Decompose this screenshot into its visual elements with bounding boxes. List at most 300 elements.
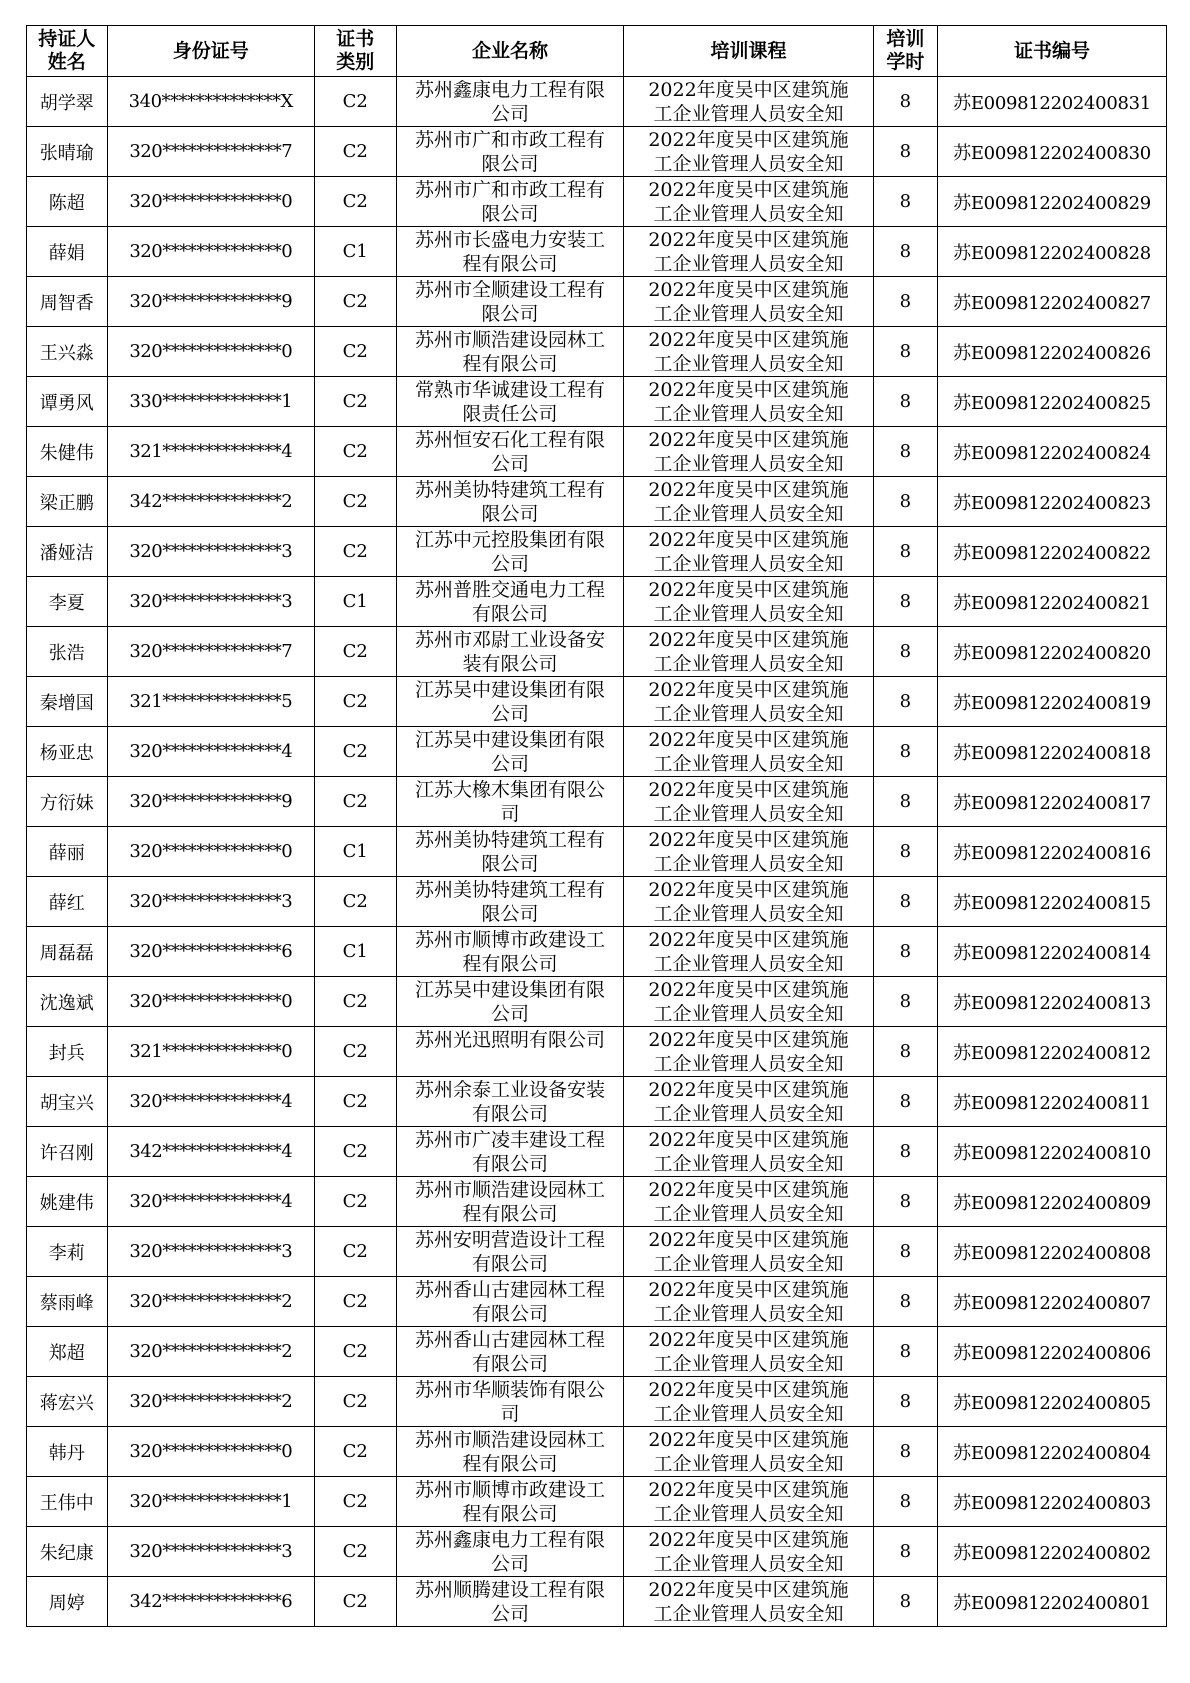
- cert-class-cell: C2: [314, 1377, 396, 1427]
- table-row: [27, 1477, 1167, 1527]
- cert-class-cell: C2: [314, 1427, 396, 1477]
- company-text: 苏州市华顺装饰有限公司: [414, 1378, 605, 1425]
- table-row: [27, 1377, 1167, 1427]
- id-number-cell: 330**************1: [107, 377, 314, 427]
- course-cell: [624, 377, 873, 427]
- holder-name-cell: 郑超: [27, 1327, 108, 1377]
- company-cell: [396, 1027, 624, 1077]
- cert-class-cell: C2: [314, 177, 396, 227]
- table-row: [27, 1427, 1167, 1477]
- cert-number-cell: 苏E009812202400808: [938, 1227, 1167, 1277]
- company-cell: [396, 1327, 624, 1377]
- hours-cell: 8: [873, 1477, 937, 1527]
- cert-number-cell: 苏E009812202400813: [938, 977, 1167, 1027]
- hours-cell: 8: [873, 877, 937, 927]
- course-text: 2022年度吴中区建筑施工企业管理人员安全知: [648, 1229, 849, 1275]
- course-cell: [624, 1427, 873, 1477]
- course-text: 2022年度吴中区建筑施工企业管理人员安全知: [648, 1479, 849, 1525]
- hours-cell: 8: [873, 377, 937, 427]
- id-number-cell: 320**************2: [107, 1377, 314, 1427]
- company-cell: [396, 1477, 624, 1527]
- company-text: 苏州余泰工业设备安装有限公司: [414, 1078, 605, 1125]
- id-number-cell: 320**************3: [107, 527, 314, 577]
- hours-cell: 8: [873, 427, 937, 477]
- course-cell: [624, 927, 873, 977]
- holder-name-cell: 姚建伟: [27, 1177, 108, 1227]
- holder-name-cell: 封兵: [27, 1027, 108, 1077]
- id-number-cell: 320**************3: [107, 1227, 314, 1277]
- id-number-cell: 320**************0: [107, 177, 314, 227]
- cert-class-cell: C1: [314, 827, 396, 877]
- course-cell: [624, 427, 873, 477]
- company-text: 苏州市全顺建设工程有限公司: [414, 278, 605, 325]
- course-text: 2022年度吴中区建筑施工企业管理人员安全知: [648, 1279, 849, 1325]
- table-row: [27, 977, 1167, 1027]
- course-cell: [624, 1327, 873, 1377]
- company-cell: [396, 1427, 624, 1477]
- course-cell: [624, 1177, 873, 1227]
- company-cell: [396, 727, 624, 777]
- company-cell: [396, 1227, 624, 1277]
- cert-number-cell: 苏E009812202400802: [938, 1527, 1167, 1577]
- id-number-cell: 320**************0: [107, 1427, 314, 1477]
- cert-class-cell: C2: [314, 427, 396, 477]
- course-text: 2022年度吴中区建筑施工企业管理人员安全知: [648, 79, 849, 125]
- id-number-cell: 320**************7: [107, 127, 314, 177]
- holder-name-cell: 王兴淼: [27, 327, 108, 377]
- cert-number-cell: 苏E009812202400810: [938, 1127, 1167, 1177]
- holder-name-cell: 周磊磊: [27, 927, 108, 977]
- cert-class-cell: C2: [314, 77, 396, 127]
- id-number-cell: 320**************2: [107, 1327, 314, 1377]
- company-cell: [396, 227, 624, 277]
- company-cell: [396, 927, 624, 977]
- company-text: 江苏吴中建设集团有限公司: [414, 728, 605, 775]
- cert-number-cell: 苏E009812202400805: [938, 1377, 1167, 1427]
- id-number-cell: 340**************X: [107, 77, 314, 127]
- company-cell: [396, 327, 624, 377]
- table-header-row: [27, 26, 1167, 77]
- company-text: 苏州香山古建园林工程有限公司: [414, 1278, 605, 1325]
- cert-number-cell: 苏E009812202400818: [938, 727, 1167, 777]
- cert-number-cell: 苏E009812202400819: [938, 677, 1167, 727]
- hours-cell: 8: [873, 1527, 937, 1577]
- id-number-cell: 320**************3: [107, 577, 314, 627]
- course-text: 2022年度吴中区建筑施工企业管理人员安全知: [648, 1579, 849, 1625]
- hours-cell: 8: [873, 527, 937, 577]
- cert-number-cell: 苏E009812202400803: [938, 1477, 1167, 1527]
- course-text: 2022年度吴中区建筑施工企业管理人员安全知: [648, 1329, 849, 1375]
- hours-cell: 8: [873, 77, 937, 127]
- table-row: [27, 627, 1167, 677]
- cert-class-cell: C2: [314, 1227, 396, 1277]
- cert-number-cell: 苏E009812202400814: [938, 927, 1167, 977]
- cert-number-cell: 苏E009812202400815: [938, 877, 1167, 927]
- cert-class-cell: C2: [314, 1477, 396, 1527]
- table-row: [27, 1577, 1167, 1627]
- table-row: [27, 1177, 1167, 1227]
- table-row: [27, 677, 1167, 727]
- course-cell: [624, 577, 873, 627]
- hours-cell: 8: [873, 277, 937, 327]
- cert-number-cell: 苏E009812202400816: [938, 827, 1167, 877]
- cert-class-cell: C1: [314, 577, 396, 627]
- table-row: [27, 377, 1167, 427]
- holder-name-cell: 周婷: [27, 1577, 108, 1627]
- holder-name-cell: 蒋宏兴: [27, 1377, 108, 1427]
- id-number-cell: 320**************0: [107, 827, 314, 877]
- holder-name-cell: 李夏: [27, 577, 108, 627]
- cert-number-cell: 苏E009812202400817: [938, 777, 1167, 827]
- holder-name-cell: 谭勇风: [27, 377, 108, 427]
- holder-name-cell: 张浩: [27, 627, 108, 677]
- company-cell: [396, 777, 624, 827]
- course-text: 2022年度吴中区建筑施工企业管理人员安全知: [648, 1379, 849, 1425]
- company-cell: [396, 177, 624, 227]
- company-cell: [396, 377, 624, 427]
- id-number-cell: 320**************9: [107, 777, 314, 827]
- holder-name-cell: 秦增国: [27, 677, 108, 727]
- table-row: [27, 1527, 1167, 1577]
- company-cell: [396, 427, 624, 477]
- hours-cell: 8: [873, 1027, 937, 1077]
- company-text: 苏州市顺博市政建设工程有限公司: [414, 1478, 605, 1525]
- course-text: 2022年度吴中区建筑施工企业管理人员安全知: [648, 1529, 849, 1575]
- holder-name-cell: 杨亚忠: [27, 727, 108, 777]
- hours-cell: 8: [873, 927, 937, 977]
- id-number-cell: 320**************2: [107, 1277, 314, 1327]
- company-cell: [396, 77, 624, 127]
- company-text: 苏州市广和市政工程有限公司: [414, 178, 605, 225]
- course-text: 2022年度吴中区建筑施工企业管理人员安全知: [648, 279, 849, 325]
- id-number-cell: 320**************9: [107, 277, 314, 327]
- cert-class-cell: C1: [314, 227, 396, 277]
- cert-class-cell: C2: [314, 1077, 396, 1127]
- hours-cell: 8: [873, 977, 937, 1027]
- holder-name-cell: 朱纪康: [27, 1527, 108, 1577]
- cert-number-cell: 苏E009812202400801: [938, 1577, 1167, 1627]
- table-row: [27, 1127, 1167, 1177]
- course-text: 2022年度吴中区建筑施工企业管理人员安全知: [648, 1129, 849, 1175]
- cert-number-cell: 苏E009812202400823: [938, 477, 1167, 527]
- cert-number-cell: 苏E009812202400822: [938, 527, 1167, 577]
- id-number-cell: 342**************4: [107, 1127, 314, 1177]
- table-row: [27, 877, 1167, 927]
- cert-number-cell: 苏E009812202400831: [938, 77, 1167, 127]
- course-text: 2022年度吴中区建筑施工企业管理人员安全知: [648, 779, 849, 825]
- cert-class-cell: C2: [314, 127, 396, 177]
- id-number-cell: 321**************5: [107, 677, 314, 727]
- course-text: 2022年度吴中区建筑施工企业管理人员安全知: [648, 329, 849, 375]
- course-text: 2022年度吴中区建筑施工企业管理人员安全知: [648, 529, 849, 575]
- hours-cell: 8: [873, 177, 937, 227]
- course-cell: [624, 77, 873, 127]
- company-text: 苏州市广和市政工程有限公司: [414, 128, 605, 175]
- cert-number-cell: 苏E009812202400820: [938, 627, 1167, 677]
- company-text: 苏州顺腾建设工程有限公司: [414, 1578, 605, 1625]
- course-cell: [624, 1277, 873, 1327]
- table-row: [27, 177, 1167, 227]
- cert-number-cell: 苏E009812202400806: [938, 1327, 1167, 1377]
- hours-cell: 8: [873, 1077, 937, 1127]
- holder-name-cell: 陈超: [27, 177, 108, 227]
- header-id-number: 身份证号: [107, 26, 314, 77]
- course-text: 2022年度吴中区建筑施工企业管理人员安全知: [648, 679, 849, 725]
- holder-name-cell: 许召刚: [27, 1127, 108, 1177]
- holder-name-cell: 韩丹: [27, 1427, 108, 1477]
- hours-cell: 8: [873, 777, 937, 827]
- table-row: [27, 927, 1167, 977]
- id-number-cell: 320**************4: [107, 727, 314, 777]
- holder-name-cell: 胡宝兴: [27, 1077, 108, 1127]
- company-text: 苏州美协特建筑工程有限公司: [414, 828, 605, 875]
- holder-name-cell: 胡学翠: [27, 77, 108, 127]
- company-text: 苏州光迅照明有限公司: [414, 1028, 605, 1051]
- table-body: [27, 77, 1167, 1627]
- table-row: [27, 127, 1167, 177]
- cert-class-cell: C2: [314, 1327, 396, 1377]
- id-number-cell: 321**************4: [107, 427, 314, 477]
- company-text: 苏州鑫康电力工程有限公司: [414, 78, 605, 125]
- company-cell: [396, 527, 624, 577]
- cert-number-cell: 苏E009812202400829: [938, 177, 1167, 227]
- company-cell: [396, 827, 624, 877]
- company-text: 苏州市广凌丰建设工程有限公司: [414, 1128, 605, 1175]
- course-text: 2022年度吴中区建筑施工企业管理人员安全知: [648, 979, 849, 1025]
- cert-number-cell: 苏E009812202400812: [938, 1027, 1167, 1077]
- company-cell: [396, 477, 624, 527]
- id-number-cell: 320**************0: [107, 977, 314, 1027]
- header-label: 证书类别: [336, 28, 375, 73]
- course-cell: [624, 177, 873, 227]
- course-text: 2022年度吴中区建筑施工企业管理人员安全知: [648, 1079, 849, 1125]
- course-text: 2022年度吴中区建筑施工企业管理人员安全知: [648, 1429, 849, 1475]
- course-cell: [624, 1227, 873, 1277]
- company-cell: [396, 1577, 624, 1627]
- course-cell: [624, 1577, 873, 1627]
- course-cell: [624, 327, 873, 377]
- hours-cell: 8: [873, 1427, 937, 1477]
- cert-class-cell: C2: [314, 527, 396, 577]
- header-course: 培训课程: [624, 26, 873, 77]
- hours-cell: 8: [873, 327, 937, 377]
- course-cell: [624, 277, 873, 327]
- company-text: 苏州香山古建园林工程有限公司: [414, 1328, 605, 1375]
- course-cell: [624, 1477, 873, 1527]
- cert-class-cell: C2: [314, 1177, 396, 1227]
- course-cell: [624, 1027, 873, 1077]
- company-text: 江苏大橡木集团有限公司: [414, 778, 605, 825]
- course-cell: [624, 877, 873, 927]
- course-cell: [624, 627, 873, 677]
- company-cell: [396, 977, 624, 1027]
- company-cell: [396, 1127, 624, 1177]
- hours-cell: 8: [873, 577, 937, 627]
- course-text: 2022年度吴中区建筑施工企业管理人员安全知: [648, 1179, 849, 1225]
- company-text: 苏州鑫康电力工程有限公司: [414, 1528, 605, 1575]
- holder-name-cell: 薛红: [27, 877, 108, 927]
- course-text: 2022年度吴中区建筑施工企业管理人员安全知: [648, 929, 849, 975]
- certificate-table: [26, 25, 1167, 1627]
- company-cell: [396, 277, 624, 327]
- hours-cell: 8: [873, 1277, 937, 1327]
- cert-class-cell: C2: [314, 1277, 396, 1327]
- cert-number-cell: 苏E009812202400809: [938, 1177, 1167, 1227]
- holder-name-cell: 薛丽: [27, 827, 108, 877]
- course-text: 2022年度吴中区建筑施工企业管理人员安全知: [648, 429, 849, 475]
- course-cell: [624, 677, 873, 727]
- holder-name-cell: 李莉: [27, 1227, 108, 1277]
- header-label: 持证人姓名: [38, 28, 96, 73]
- hours-cell: 8: [873, 1377, 937, 1427]
- hours-cell: 8: [873, 477, 937, 527]
- cert-number-cell: 苏E009812202400828: [938, 227, 1167, 277]
- id-number-cell: 320**************0: [107, 327, 314, 377]
- table-row: [27, 1277, 1167, 1327]
- cert-number-cell: 苏E009812202400821: [938, 577, 1167, 627]
- company-text: 苏州市顺浩建设园林工程有限公司: [414, 328, 605, 375]
- company-cell: [396, 127, 624, 177]
- hours-cell: 8: [873, 1127, 937, 1177]
- course-cell: [624, 227, 873, 277]
- id-number-cell: 320**************4: [107, 1177, 314, 1227]
- company-text: 常熟市华诚建设工程有限责任公司: [414, 378, 605, 425]
- company-cell: [396, 1277, 624, 1327]
- header-label: 培训学时: [886, 28, 925, 73]
- course-cell: [624, 1527, 873, 1577]
- table-row: [27, 727, 1167, 777]
- company-cell: [396, 627, 624, 677]
- course-cell: [624, 477, 873, 527]
- company-cell: [396, 1177, 624, 1227]
- cert-number-cell: 苏E009812202400807: [938, 1277, 1167, 1327]
- cert-class-cell: C2: [314, 1577, 396, 1627]
- table-row: [27, 277, 1167, 327]
- company-cell: [396, 677, 624, 727]
- company-cell: [396, 1377, 624, 1427]
- course-text: 2022年度吴中区建筑施工企业管理人员安全知: [648, 729, 849, 775]
- id-number-cell: 321**************0: [107, 1027, 314, 1077]
- hours-cell: 8: [873, 1227, 937, 1277]
- cert-class-cell: C2: [314, 777, 396, 827]
- cert-number-cell: 苏E009812202400830: [938, 127, 1167, 177]
- cert-number-cell: 苏E009812202400825: [938, 377, 1167, 427]
- company-text: 苏州市顺博市政建设工程有限公司: [414, 928, 605, 975]
- company-text: 苏州美协特建筑工程有限公司: [414, 878, 605, 925]
- course-text: 2022年度吴中区建筑施工企业管理人员安全知: [648, 829, 849, 875]
- cert-number-cell: 苏E009812202400824: [938, 427, 1167, 477]
- company-text: 苏州市顺浩建设园林工程有限公司: [414, 1428, 605, 1475]
- id-number-cell: 320**************3: [107, 877, 314, 927]
- company-text: 苏州普胜交通电力工程有限公司: [414, 578, 605, 625]
- holder-name-cell: 薛娟: [27, 227, 108, 277]
- cert-class-cell: C2: [314, 1527, 396, 1577]
- cert-number-cell: 苏E009812202400811: [938, 1077, 1167, 1127]
- cert-class-cell: C2: [314, 877, 396, 927]
- table-row: [27, 827, 1167, 877]
- course-cell: [624, 127, 873, 177]
- holder-name-cell: 朱健伟: [27, 427, 108, 477]
- id-number-cell: 320**************0: [107, 227, 314, 277]
- id-number-cell: 320**************7: [107, 627, 314, 677]
- course-text: 2022年度吴中区建筑施工企业管理人员安全知: [648, 379, 849, 425]
- id-number-cell: 342**************6: [107, 1577, 314, 1627]
- course-cell: [624, 1377, 873, 1427]
- hours-cell: 8: [873, 627, 937, 677]
- holder-name-cell: 张晴瑜: [27, 127, 108, 177]
- cert-class-cell: C2: [314, 977, 396, 1027]
- id-number-cell: 320**************3: [107, 1527, 314, 1577]
- table-row: [27, 477, 1167, 527]
- cert-class-cell: C2: [314, 627, 396, 677]
- course-text: 2022年度吴中区建筑施工企业管理人员安全知: [648, 479, 849, 525]
- company-cell: [396, 1527, 624, 1577]
- company-text: 江苏吴中建设集团有限公司: [414, 978, 605, 1025]
- id-number-cell: 342**************2: [107, 477, 314, 527]
- holder-name-cell: 沈逸斌: [27, 977, 108, 1027]
- header-cert-number: 证书编号: [938, 26, 1167, 77]
- table-row: [27, 577, 1167, 627]
- company-text: 苏州市邓尉工业设备安装有限公司: [414, 628, 605, 675]
- header-cert-class: [314, 26, 396, 77]
- course-text: 2022年度吴中区建筑施工企业管理人员安全知: [648, 229, 849, 275]
- id-number-cell: 320**************6: [107, 927, 314, 977]
- hours-cell: 8: [873, 727, 937, 777]
- hours-cell: 8: [873, 1177, 937, 1227]
- cert-class-cell: C2: [314, 727, 396, 777]
- company-cell: [396, 577, 624, 627]
- company-text: 苏州安明营造设计工程有限公司: [414, 1228, 605, 1275]
- company-text: 苏州市顺浩建设园林工程有限公司: [414, 1178, 605, 1225]
- id-number-cell: 320**************4: [107, 1077, 314, 1127]
- holder-name-cell: 周智香: [27, 277, 108, 327]
- cert-number-cell: 苏E009812202400804: [938, 1427, 1167, 1477]
- holder-name-cell: 蔡雨峰: [27, 1277, 108, 1327]
- course-cell: [624, 1127, 873, 1177]
- table-row: [27, 227, 1167, 277]
- hours-cell: 8: [873, 1327, 937, 1377]
- hours-cell: 8: [873, 1577, 937, 1627]
- cert-class-cell: C2: [314, 477, 396, 527]
- cert-class-cell: C1: [314, 927, 396, 977]
- holder-name-cell: 梁正鹏: [27, 477, 108, 527]
- course-cell: [624, 977, 873, 1027]
- course-text: 2022年度吴中区建筑施工企业管理人员安全知: [648, 1029, 849, 1075]
- table-row: [27, 1027, 1167, 1077]
- course-text: 2022年度吴中区建筑施工企业管理人员安全知: [648, 629, 849, 675]
- company-text: 苏州美协特建筑工程有限公司: [414, 478, 605, 525]
- holder-name-cell: 潘娅洁: [27, 527, 108, 577]
- hours-cell: 8: [873, 227, 937, 277]
- table-row: [27, 1077, 1167, 1127]
- company-text: 江苏吴中建设集团有限公司: [414, 678, 605, 725]
- id-number-cell: 320**************1: [107, 1477, 314, 1527]
- company-cell: [396, 1077, 624, 1127]
- cert-class-cell: C2: [314, 377, 396, 427]
- course-cell: [624, 527, 873, 577]
- cert-number-cell: 苏E009812202400826: [938, 327, 1167, 377]
- cert-class-cell: C2: [314, 277, 396, 327]
- cert-class-cell: C2: [314, 1027, 396, 1077]
- company-cell: [396, 877, 624, 927]
- table-row: [27, 527, 1167, 577]
- table-row: [27, 427, 1167, 477]
- cert-class-cell: C2: [314, 677, 396, 727]
- cert-number-cell: 苏E009812202400827: [938, 277, 1167, 327]
- table-row: [27, 1327, 1167, 1377]
- table-row: [27, 77, 1167, 127]
- table-row: [27, 777, 1167, 827]
